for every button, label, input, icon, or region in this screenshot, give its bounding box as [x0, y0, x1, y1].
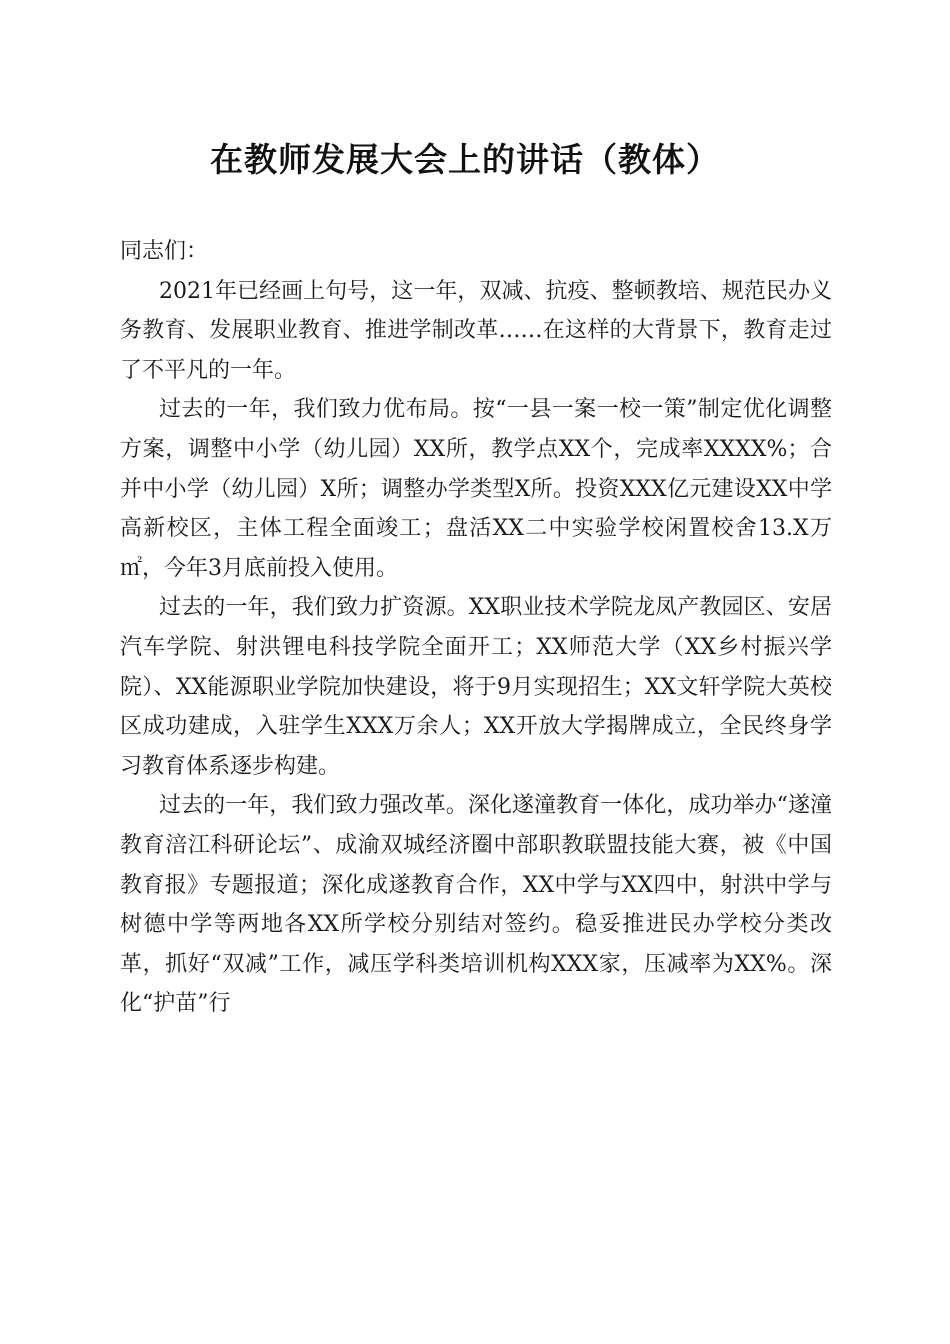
paragraph-resources: 过去的一年，我们致力扩资源。XX职业技术学院龙凤产教园区、安居汽车学院、射洪锂电科技学院全面开工；XX师范大学（XX乡村振兴学院）、XX能源职业学院加快建设，将于9月实现招生；XX文轩学院大英校区成功建成，入驻学生XXX万余人；XX开放大学揭牌成立，全民终身学习教育体系逐步构建。: [120, 595, 832, 779]
paragraph-reform: 过去的一年，我们致力强改革。深化遂潼教育一体化，成功举办“遂潼教育涪江科研论坛”、成渝双城经济圈中部职教联盟技能大赛，被《中国教育报》专题报道；深化成遂教育合作，XX中学与XX四中，射洪中学与树德中学等两地各XX所学校分别结对签约。稳妥推进民办学校分类改革，抓好“双减”工作，减压学科类培训机构XXX家，压减率为XX%。深化“护苗”行: [120, 793, 832, 1017]
paragraph-intro: 2021年已经画上句号，这一年，双减、抗疫、整顿教培、规范民办义务教育、发展职业教育、推进学制改革……在这样的大背景下，教育走过了不平凡的一年。: [120, 278, 832, 383]
paragraph-layout: 过去的一年，我们致力优布局。按“一县一案一校一策”制定优化调整方案，调整中小学（幼儿园）XX所，教学点XX个，完成率XXXX%；合并中小学（幼儿园）X所；调整办学类型X所。投资XXX亿元建设XX中学高新校区，主体工程全面竣工；盘活XX二中实验学校闲置校舍13.X万㎡，今年3月底前投入使用。: [120, 397, 832, 581]
salutation: 同志们：: [120, 239, 209, 264]
document-body: [120, 232, 832, 1024]
document-title: 在教师发展大会上的讲话（教体）: [210, 140, 720, 179]
